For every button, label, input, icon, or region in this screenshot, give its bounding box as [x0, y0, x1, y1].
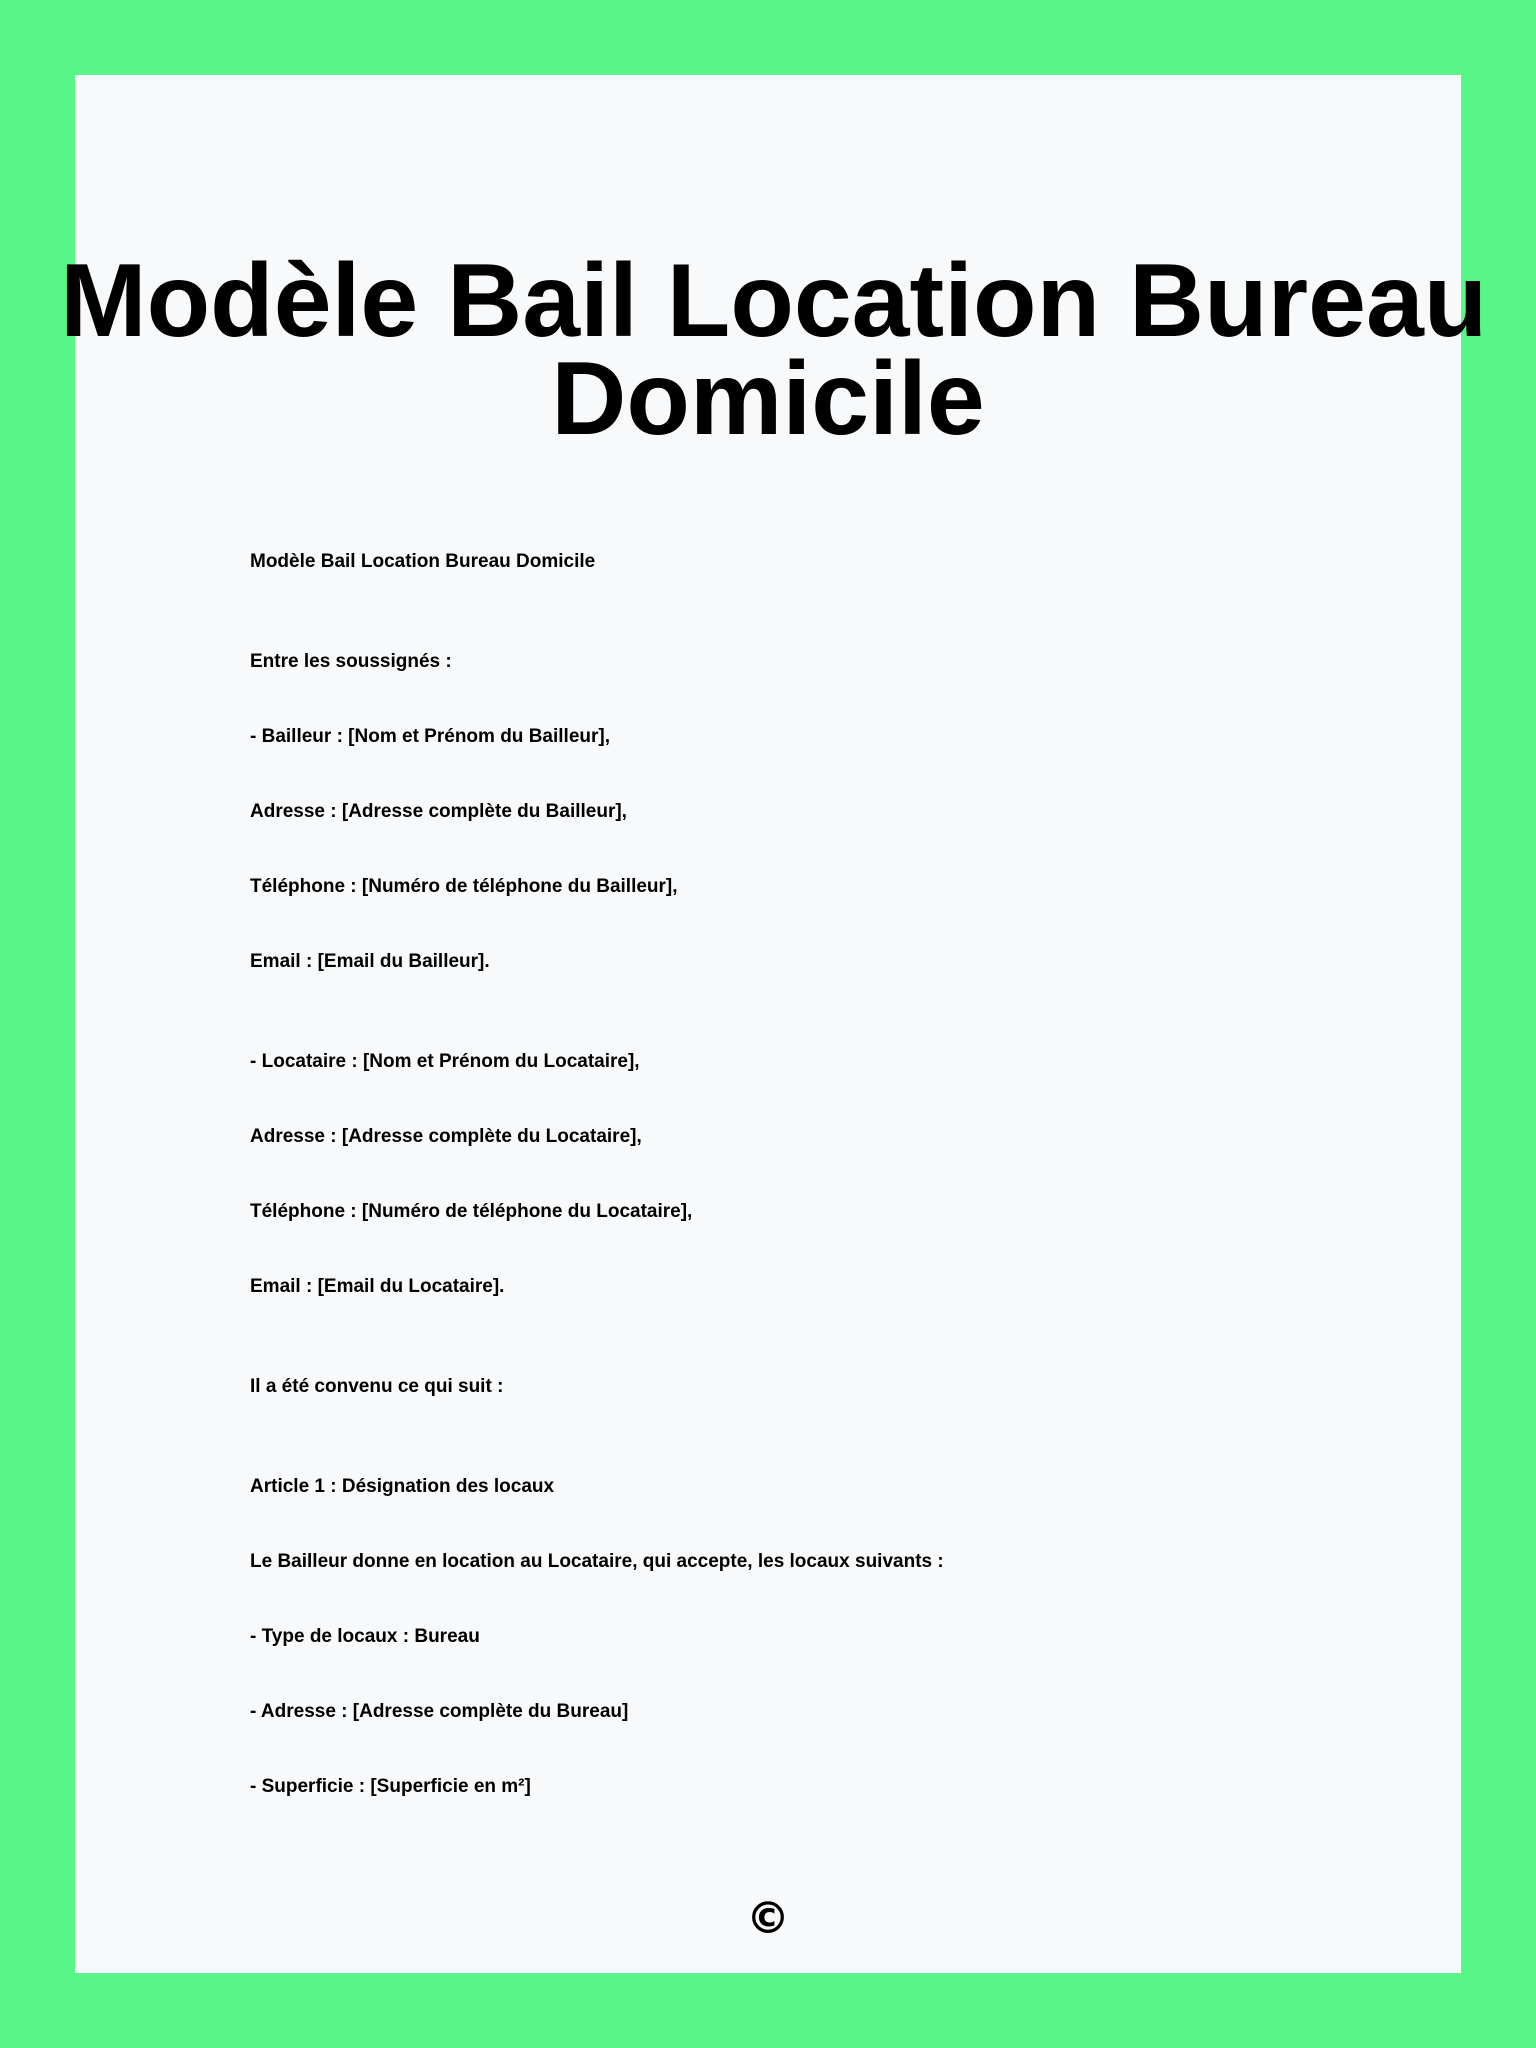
copyright-icon: ©: [746, 1893, 790, 1944]
document-title: [60, 243, 1488, 457]
bailleur-phone: Téléphone : [Numéro de téléphone du Bailleur],: [250, 876, 678, 897]
document-page: [60, 75, 1488, 1973]
premises-address: - Adresse : [Adresse complète du Bureau]: [250, 1701, 629, 1722]
locataire-phone: Téléphone : [Numéro de téléphone du Locataire],: [250, 1201, 693, 1222]
premises-area: - Superficie : [Superficie en m²]: [250, 1776, 531, 1797]
locataire-name: - Locataire : [Nom et Prénom du Locataire],: [250, 1051, 640, 1072]
locataire-address: Adresse : [Adresse complète du Locataire],: [250, 1126, 642, 1147]
premises-type: - Type de locaux : Bureau: [250, 1626, 480, 1647]
document-subtitle: Modèle Bail Location Bureau Domicile: [250, 551, 596, 572]
locataire-email: Email : [Email du Locataire].: [250, 1276, 505, 1297]
parties-intro: Entre les soussignés :: [250, 651, 452, 672]
agreement-intro: Il a été convenu ce qui suit :: [250, 1376, 504, 1397]
article-1-heading: Article 1 : Désignation des locaux: [250, 1476, 555, 1497]
article-1-intro: Le Bailleur donne en location au Locataire, qui accepte, les locaux suivants :: [250, 1551, 944, 1572]
bailleur-email: Email : [Email du Bailleur].: [250, 951, 490, 972]
bailleur-name: - Bailleur : [Nom et Prénom du Bailleur],: [250, 726, 610, 747]
bailleur-address: Adresse : [Adresse complète du Bailleur],: [250, 801, 627, 822]
document-title-line-1: Modèle Bail Location Bureau: [60, 243, 1488, 359]
document-title-line-2: Domicile: [551, 341, 985, 457]
